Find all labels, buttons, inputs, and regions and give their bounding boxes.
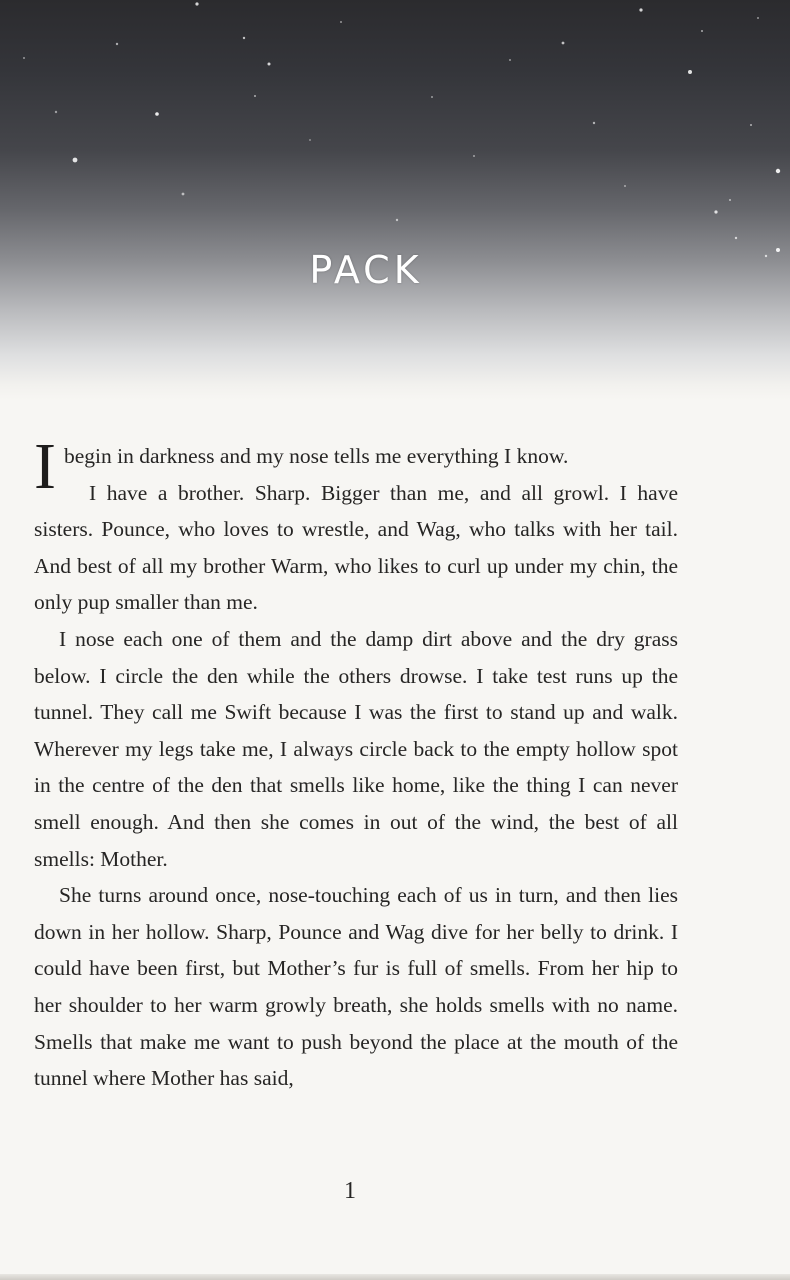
paragraph-text: begin in darkness and my nose tells me everything I know. xyxy=(63,444,569,468)
star xyxy=(776,169,780,173)
star xyxy=(195,2,198,5)
star xyxy=(396,219,398,221)
star xyxy=(593,122,595,124)
starry-sky-header xyxy=(0,0,790,400)
star xyxy=(765,255,767,257)
star xyxy=(268,63,271,66)
star xyxy=(340,21,342,23)
paragraph: I nose each one of them and the damp dirt above and the dry grass below. I circle the den while the others drowse. I take test runs up the tunnel. They call me Swift because I was the first to stand up and walk. Wherever my legs take me, I always circle back to the empty hollow spot in the centre of the den that smells like home, like the thing I can never smell enough. And then she comes in out of the wind, the best of all smells: Mother. xyxy=(34,626,678,871)
star xyxy=(639,8,642,11)
star xyxy=(509,59,511,61)
star xyxy=(116,43,118,45)
drop-cap: I xyxy=(34,430,56,503)
page-edge xyxy=(0,1274,790,1280)
star-field xyxy=(0,0,790,400)
star xyxy=(73,158,78,163)
star xyxy=(182,193,185,196)
star xyxy=(750,124,752,126)
star xyxy=(701,30,703,32)
star xyxy=(729,199,731,201)
star xyxy=(473,155,475,157)
paragraph xyxy=(34,430,678,503)
paragraph: She turns around once, nose-touching each of us in turn, and then lies down in her hollow. Sharp, Pounce and Wag dive for her belly to drink. I could have been first, but Mother’s fur is full of smells. From her hip to her shoulder to her warm growly breath, she holds smells with no name. Smells that make me want to push beyond the place at the mouth of the tunnel where Mother has said, xyxy=(34,883,678,1091)
paragraph: I have a brother. Sharp. Bigger than me, and all growl. I have sisters. Pounce, who loves to wrestle, and Wag, who talks with her tail. And best of all my brother Warm, who likes to curl up under my chin, the only pup smaller than me. xyxy=(34,480,678,615)
star xyxy=(776,248,780,252)
star xyxy=(562,42,565,45)
star xyxy=(624,185,626,187)
star xyxy=(23,57,25,59)
body-text xyxy=(34,430,678,1097)
star xyxy=(243,37,245,39)
page-number: 1 xyxy=(344,1178,356,1204)
star xyxy=(714,210,717,213)
star xyxy=(309,139,311,141)
chapter-title: PACK xyxy=(309,248,423,292)
star xyxy=(431,96,433,98)
star xyxy=(254,95,256,97)
star xyxy=(688,70,692,74)
star xyxy=(155,112,159,116)
star xyxy=(55,111,57,113)
star xyxy=(757,17,759,19)
star xyxy=(735,237,737,239)
